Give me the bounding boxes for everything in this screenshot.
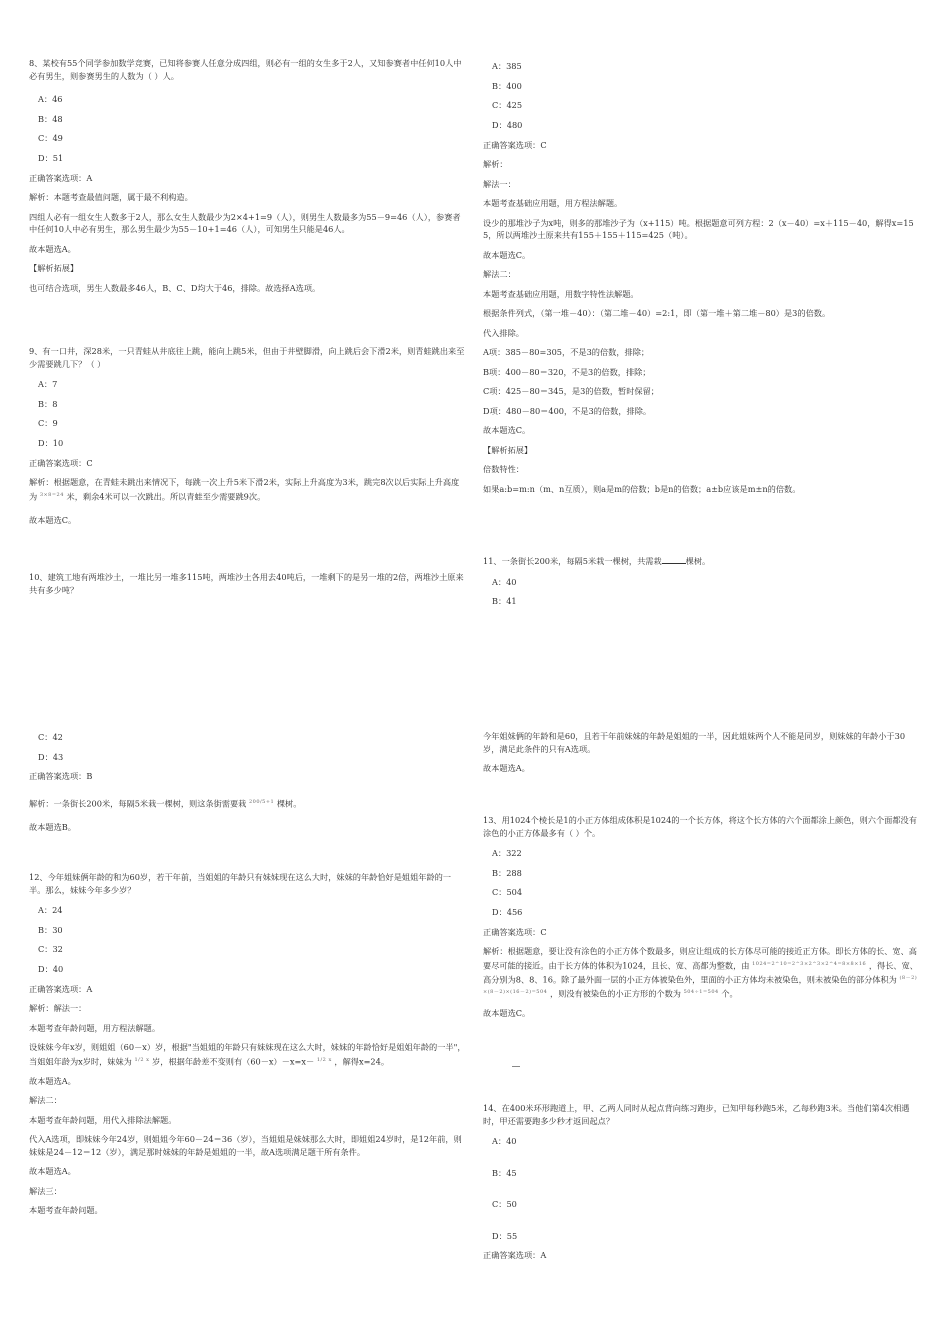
- question-13-formula-1: 1024=2^10=2^3×2^3×2^4=8×8×16: [752, 960, 867, 967]
- question-11-blank: [662, 555, 686, 564]
- question-12-answer: 正确答案选项：A: [29, 983, 93, 994]
- question-10-option-d: D：480: [492, 120, 523, 131]
- question-10-option-b: B：400: [492, 80, 522, 91]
- question-11-formula: 200/5+1: [248, 798, 275, 805]
- question-10-method1-conclusion: 故本题选C。: [483, 249, 531, 260]
- question-9-stem: 9、有一口井，深28米，一只青蛙从井底往上跳，能向上跳5米，但由于井壁脚滑，向上跳后会下滑2米，则青蛙跳出来至少需要跳几下？（ ）: [29, 346, 465, 369]
- separator-dash: [512, 1066, 520, 1067]
- question-12-option-c: C：32: [38, 944, 63, 955]
- question-12-method1-detail-a: 设妹妹今年x岁，则姐姐（60－x）岁，根据"当姐姐的年龄只有妹妹现在这么大时，妹妹的年龄恰好是姐姐年龄的一半"，当姐姐年龄为x岁时，妹妹为: [29, 1042, 466, 1067]
- question-10-extension: 如果a:b=m:n（m、n互质），则a是m的倍数；b是n的倍数；a±b应该是m±n的倍数。: [483, 483, 801, 494]
- question-10-method2-list: 根据条件列式，（第一堆－40）：（第二堆－40）=2:1，即（第一堆＋第二堆－80）是3的倍数。: [483, 308, 831, 319]
- question-11-detail-b: 棵树。: [276, 798, 302, 809]
- question-13-detail-d: 个。: [721, 988, 738, 999]
- question-14-answer: 正确答案选项：A: [483, 1250, 547, 1261]
- question-14: [483, 1102, 919, 1269]
- question-9-option-d: D：10: [38, 438, 64, 449]
- question-12-continued-text: 今年姐妹俩的年龄和是60，且若干年前妹妹的年龄是姐姐的一半，因此姐妹两个人不能是同岁，则妹妹的年龄小于30岁，满足此条件的只有A选项。: [483, 731, 906, 754]
- question-12-method1-conclusion: 故本题选A。: [29, 1075, 76, 1086]
- question-10-method2-intro: 本题考查基础应用题，用数字特性法解题。: [483, 288, 639, 299]
- question-13-formula-2: (8－2)×(8－2)×(16－2)=504: [483, 974, 918, 996]
- question-13: [483, 814, 919, 1027]
- question-9-detail-a: 解析：根据题意，在青蛙未跳出来情况下，每跳一次上升5米下滑2米，实际上升高度为3米，跳完8次以后实际上升高度为: [29, 477, 460, 502]
- question-13-detail-a: 解析：根据题意，要让没有涂色的小正方体个数最多，则应让组成的长方体尽可能的接近正方体。即长方体的长、宽、高要尽可能的接近。由于长方体的体积为1024，且长、宽、高都为整数，由: [483, 946, 917, 971]
- question-9-option-a: A：7: [38, 379, 58, 389]
- question-13-option-b: B：288: [492, 867, 522, 878]
- question-13-answer: 正确答案选项：C: [483, 926, 547, 937]
- question-9: [29, 345, 467, 533]
- question-12-fraction: 1/2 x: [134, 1056, 150, 1063]
- question-10-stem-block: [29, 571, 467, 604]
- question-9-formula: 3×8=24: [39, 491, 64, 498]
- question-12-method2-intro: 本题考查年龄问题，用代入排除法解题。: [29, 1114, 177, 1125]
- question-8-answer: 正确答案选项：A: [29, 172, 93, 183]
- question-8: [29, 57, 467, 301]
- question-12-method1-detail-b: 岁，根据年龄差不变则有（60－x）－x=x－: [152, 1056, 315, 1067]
- question-11-stem-a: 11、一条街长200米，每隔5米栽一棵树，共需栽: [483, 556, 662, 566]
- question-14-option-b: B：45: [492, 1167, 517, 1178]
- question-11-option-b: B：41: [492, 596, 517, 607]
- question-8-option-d: D：51: [38, 153, 64, 164]
- question-10-check-c: C项：425－80＝345，是3的倍数，暂时保留；: [483, 386, 659, 397]
- question-10-option-a: A：385: [492, 61, 522, 71]
- question-10-method2: 解法二：: [483, 269, 516, 280]
- question-11-continued: [29, 731, 467, 841]
- question-13-conclusion: 故本题选C。: [483, 1008, 531, 1019]
- question-9-answer: 正确答案选项：C: [29, 457, 93, 468]
- question-8-stem: 8、某校有55个同学参加数学竞赛，已知将参赛人任意分成四组，则必有一组的女生多于2人，又知参赛者中任何10人中必有男生，则参赛男生的人数为（ ）人。: [29, 58, 462, 81]
- question-13-detail-c: ，则没有被染色的小正方形的个数为: [549, 988, 681, 999]
- question-12-method3: 解法三：: [29, 1185, 62, 1196]
- question-12-method1-intro: 本题考查年龄问题，用方程法解题。: [29, 1022, 161, 1033]
- question-12-method3-intro: 本题考查年龄问题。: [29, 1205, 103, 1216]
- question-8-detail: 四组人必有一组女生人数多于2人，那么女生人数最少为2×4+1=9（人），则男生人数最多为55－9=46（人），参赛者中任何10人中必有男生，那么男生最少为55－10+1=46（人），可知男生只能是46人。: [29, 211, 461, 235]
- question-12: [29, 871, 467, 1224]
- question-12-stem: 12、今年姐妹俩年龄的和为60岁，若干年前，当姐姐的年龄只有妹妹现在这么大时，妹妹的年龄恰好是姐姐年龄的一半。那么，妹妹今年多少岁？: [29, 872, 452, 895]
- question-12-continued-conclusion: 故本题选A。: [483, 763, 530, 773]
- question-10-method1-detail: 设少的那堆沙子为x吨，则多的那堆沙子为（x+115）吨。根据题意可列方程：2（x－40）=x＋115－40，解得x=155，所以两堆沙土原来共有155＋155＋115=425（吨）。: [483, 217, 914, 241]
- question-13-option-a: A：322: [492, 848, 522, 858]
- question-10-check-b: B项：400－80＝320，不是3的倍数，排除；: [483, 366, 651, 377]
- question-12-continued: [483, 730, 919, 782]
- question-11-option-a: A：40: [492, 576, 517, 587]
- question-10-check-d: D项：480－80＝400，不是3的倍数，排除。: [483, 405, 652, 416]
- question-12-analysis: 解析：解法一：: [29, 1003, 87, 1014]
- question-9-option-b: B：8: [38, 398, 58, 409]
- question-11-option-c: C：42: [38, 732, 63, 742]
- question-14-stem: 14、在400米环形跑道上，甲、乙两人同时从起点背向练习跑步，已知甲每秒跑5米，乙每秒跑3米。当他们第4次相遇时，甲还需要跑多少秒才返回起点？: [483, 1103, 910, 1126]
- question-8-option-b: B：48: [38, 113, 63, 124]
- question-10-extension-sub: 倍数特性：: [483, 464, 524, 475]
- question-14-option-c: C：50: [492, 1199, 517, 1209]
- question-8-option-a: A：46: [38, 94, 63, 104]
- question-13-detail-b: ，得长、宽、高分别为8、8、16。除了最外面一层的小正方体被染色外，里面的小正方体均未被染色，则未被染色的部分体积为: [483, 960, 918, 985]
- question-10-answer: 正确答案选项：C: [483, 139, 547, 150]
- question-14-option-a: A：40: [492, 1136, 517, 1146]
- question-13-option-d: D：456: [492, 907, 523, 918]
- question-12-method2: 解法二：: [29, 1095, 62, 1106]
- question-9-option-c: C：9: [38, 418, 58, 429]
- question-10-analysis: 解析：: [483, 159, 508, 170]
- question-13-formula-3: 504÷1=504: [683, 989, 719, 996]
- question-12-method2-detail: 代入A选项，即妹妹今年24岁，则姐姐今年60－24＝36（岁），当姐姐是妹妹那么大时，即姐姐24岁时，是12年前，则妹妹是24－12＝12（岁），满足那时妹妹的年龄是姐姐的一半，故A选项满足题干所有条件。: [29, 1134, 462, 1157]
- question-11: [483, 555, 919, 615]
- question-12-option-b: B：30: [38, 924, 63, 935]
- question-8-extension-title: 【解析拓展】: [29, 263, 79, 274]
- question-8-extension: 也可结合选项，男生人数最多46人，B、C、D均大于46，排除。故选择A选项。: [29, 282, 321, 293]
- question-11-detail-a: 解析：一条街长200米，每隔5米栽一棵树，则这条街需要栽: [29, 798, 247, 809]
- question-10-method2-sub: 代入排除。: [483, 327, 524, 338]
- question-11-stem: [483, 555, 919, 568]
- question-13-option-c: C：504: [492, 887, 523, 898]
- question-10-method1-intro: 本题考查基础应用题，用方程法解题。: [483, 198, 623, 209]
- question-9-detail-b: 米，剩余4米可以一次跳出。所以青蛙至少需要跳9次。: [66, 491, 266, 502]
- question-12-option-d: D：40: [38, 964, 64, 975]
- question-11-conclusion: 故本题选B。: [29, 822, 76, 833]
- question-14-option-d: D：55: [492, 1230, 518, 1241]
- question-11-stem-b: 棵树。: [685, 556, 711, 566]
- question-10-method1: 解法一：: [483, 178, 516, 189]
- question-9-detail: [29, 476, 467, 503]
- question-10-stem: 10、建筑工地有两堆沙土，一堆比另一堆多115吨，两堆沙土各用去40吨后，一堆剩下的是另一堆的2倍，两堆沙土原来共有多少吨？: [29, 572, 464, 595]
- question-10-extension-title: 【解析拓展】: [483, 444, 533, 455]
- question-8-option-c: C：49: [38, 133, 63, 144]
- question-11-detail: [29, 796, 467, 810]
- question-10-continued: [483, 60, 919, 502]
- question-8-analysis: 解析：本题考查最值问题，属于最不利构造。: [29, 192, 193, 203]
- question-12-fraction-2: 1/2 x: [316, 1056, 332, 1063]
- question-11-answer: 正确答案选项：B: [29, 771, 93, 782]
- question-10-option-c: C：425: [492, 100, 523, 111]
- question-12-method1-detail: [29, 1041, 467, 1068]
- question-12-method2-conclusion: 故本题选A。: [29, 1166, 76, 1177]
- question-12-option-a: A：24: [38, 905, 63, 915]
- question-11-option-d: D：43: [38, 751, 64, 762]
- question-9-conclusion: 故本题选C。: [29, 514, 77, 525]
- question-10-check-a: A项：385－80=305，不是3的倍数，排除；: [483, 347, 650, 358]
- question-10-method2-conclusion: 故本题选C。: [483, 425, 531, 436]
- question-13-stem: 13、用1024个棱长是1的小正方体组成体积是1024的一个长方体，将这个长方体的六个面都涂上颜色，则六个面都没有涂色的小正方体最多有（ ）个。: [483, 815, 917, 838]
- question-8-conclusion: 故本题选A。: [29, 243, 76, 254]
- question-13-detail: [483, 945, 919, 1000]
- question-12-method1-detail-c: ，解得x=24。: [334, 1056, 390, 1067]
